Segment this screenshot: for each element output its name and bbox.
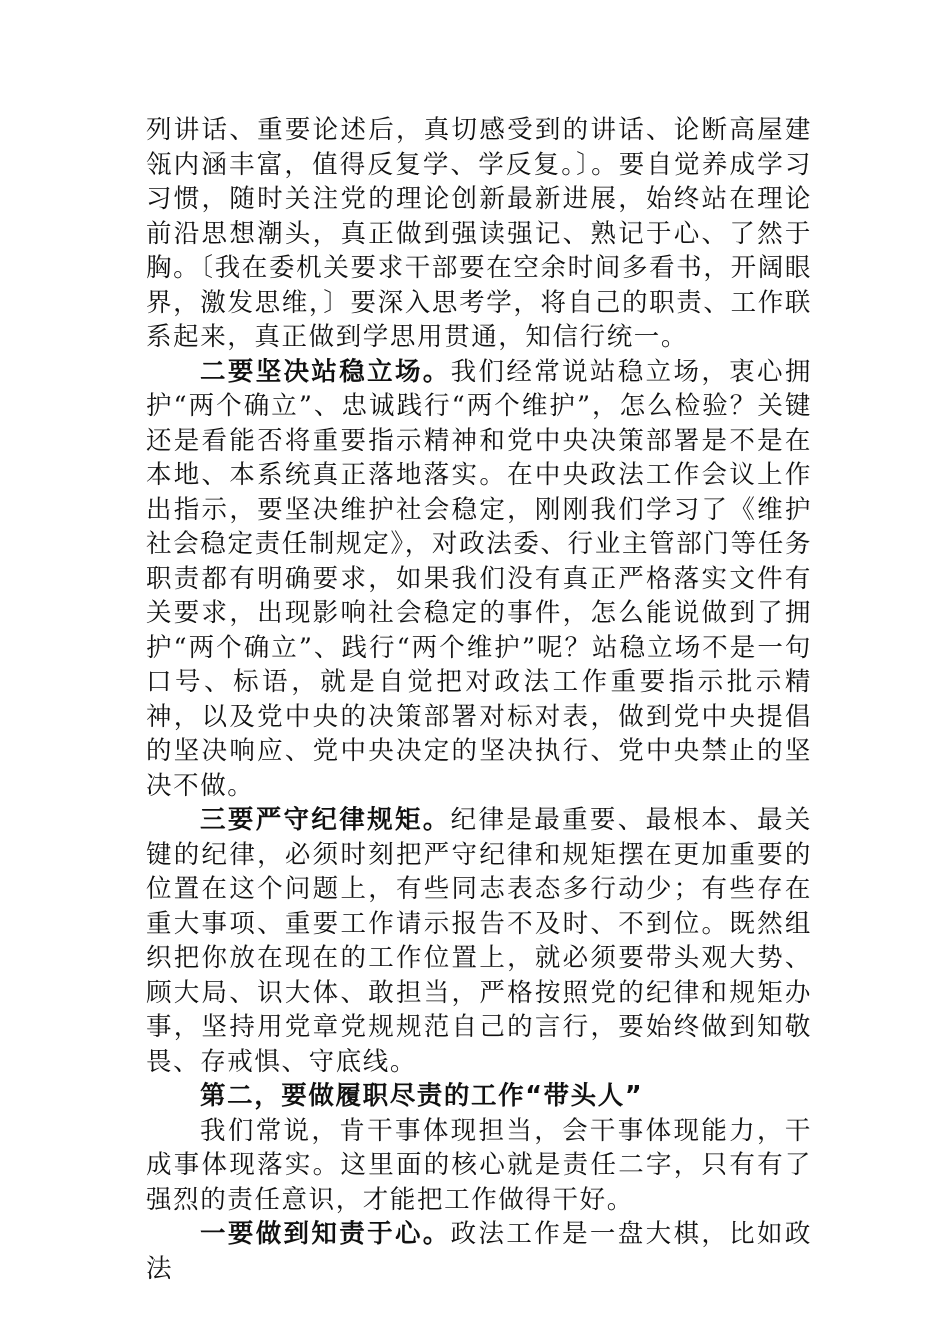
paragraph-text: 我们常说，肯干事体现担当，会干事体现能力，干成事体现落实。这里面的核心就是责任二字，只有有了强烈的责任意识，才能把工作做得干好。 <box>146 1115 812 1215</box>
paragraph-lead-heading: 三要严守纪律规矩。 <box>200 805 451 835</box>
paragraph-text: 我们经常说站稳立场，衷心拥护“两个确立”、忠诚践行“两个维护”，怎么检验？关键还是看能否将重要指示精神和党中央决策部署是不是在本地、本系统真正落地落实。在中央政法工作会议上作出指示，要坚决维护社会稳定，刚刚我们学习了《维护社会稳定责任制规定》，对政法委、行业主管部门等任务职责都有明确要求，如果我们没有真正严格落实文件有关要求，出现影响社会稳定的事件，怎么能说做到了拥护“两个确立”、践行“两个维护”呢？站稳立场不是一句口号、标语，就是自觉把对政法工作重要指示批示精神，以及党中央的决策部署对标对表，做到党中央提倡的坚决响应、党中央决定的坚决执行、党中央禁止的坚决不做。 <box>146 356 812 801</box>
section-heading: 第二，要做履职尽责的工作“带头人” <box>200 1081 644 1111</box>
paragraph-know-duty <box>146 1217 812 1286</box>
paragraph-discipline <box>146 803 812 1079</box>
paragraph-lead-heading: 一要做到知责于心。 <box>200 1219 451 1249</box>
paragraph-lead-heading: 二要坚决站稳立场。 <box>200 356 451 387</box>
paragraph-text: 纪律是最重要、最根本、最关键的纪律，必须时刻把严守纪律和规矩摆在更加重要的位置在这个问题上，有些同志表态多行动少；有些存在重大事项、重要工作请示报告不及时、不到位。既然组织把你放在现在的工作位置上，就必须要带头观大势、顾大局、识大体、敢担当，严格按照党的纪律和规矩办事，坚持用党章党规规范自己的言行，要始终做到知敬畏、存戒惧、守底线。 <box>146 805 812 1077</box>
document-body <box>146 113 812 1286</box>
paragraph-text: 列讲话、重要论述后，真切感受到的讲话、论断高屋建瓴内涵丰富，值得反复学、学反复。〕。要自觉养成学习习惯，随时关注党的理论创新最新进展，始终站在理论前沿思想潮头，真正做到强读强记、熟记于心、了然于胸。〔我在委机关要求干部要在空余时间多看书，开阔眼界，激发思维，〕要深入思考学，将自己的职责、工作联系起来，真正做到学思用贯通，知信行统一。 <box>146 115 812 352</box>
paragraph-responsibility <box>146 1114 812 1218</box>
paragraph-stand-firm <box>146 355 812 804</box>
paragraph-text: 政法工作是一盘大棋，比如政法 <box>146 1219 812 1284</box>
paragraph-continuation <box>146 113 812 355</box>
